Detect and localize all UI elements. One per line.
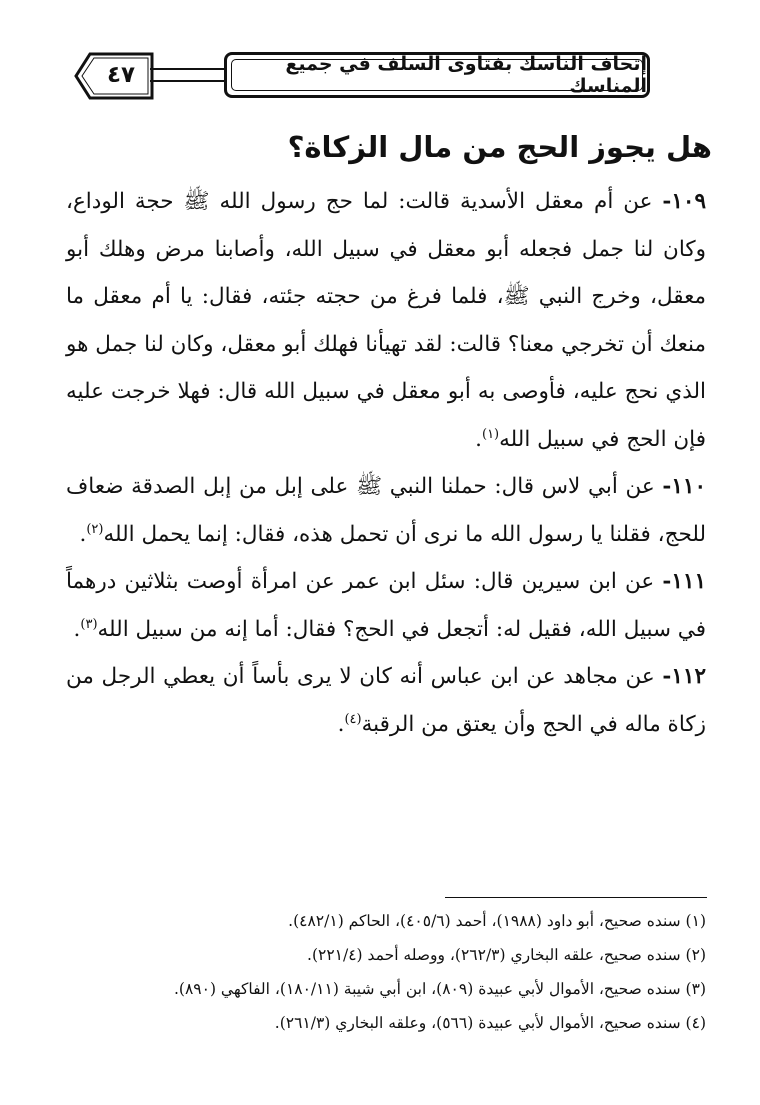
sentence-end: . bbox=[337, 711, 345, 737]
footnote-3: (٣) سنده صحيح، الأموال لأبي عبيدة (٨٠٩)، ابن أبي شيبة (١٨٠/١١)، الفاكهي (٨٩٠). bbox=[173, 980, 706, 998]
section-heading: هل يجوز الحج من مال الزكاة؟ bbox=[287, 130, 712, 164]
hadith-number: ١١٠- bbox=[662, 474, 706, 499]
header-connector-line bbox=[150, 80, 226, 82]
footnote-ref[interactable]: (٤) bbox=[344, 711, 362, 727]
hadith-text: عن ابن سيرين قال: سئل ابن عمر عن امرأة أوصت بثلاثين درهماً في سبيل الله، فقيل له: أتجعل في الحج؟ فقال: أما إنه من سبيل الله bbox=[66, 569, 706, 642]
main-content bbox=[66, 120, 712, 748]
footnote-1: (١) سنده صحيح، أبو داود (١٩٨٨)، أحمد (٤٠٥/٦)، الحاكم (٤٨٢/١). bbox=[288, 912, 706, 930]
sentence-end: . bbox=[79, 521, 87, 547]
hadith-paragraph-109 bbox=[66, 178, 706, 463]
hadith-number: ١٠٩- bbox=[662, 189, 706, 214]
hadith-paragraph-112 bbox=[66, 653, 706, 748]
footnote-2: (٢) سنده صحيح، علقه البخاري (٢٦٢/٣)، ووصله أحمد (٢٢١/٤). bbox=[307, 946, 706, 964]
footnotes bbox=[66, 904, 706, 1040]
hadith-text: عن أبي لاس قال: حملنا النبي ﷺ على إبل من إبل الصدقة ضعاف للحج، فقلنا يا رسول الله ما نرى أن تحمل هذه، فقال: إنما يحمل الله bbox=[66, 474, 706, 547]
footnote-ref[interactable]: (٢) bbox=[86, 521, 104, 537]
hadith-paragraph-110 bbox=[66, 463, 706, 558]
sentence-end: . bbox=[475, 426, 482, 452]
running-title: إتحاف الناسك بفتاوى السلف في جميع المناسك bbox=[285, 53, 647, 97]
page-header bbox=[72, 52, 654, 104]
hadith-number: ١١١- bbox=[662, 569, 706, 594]
page-number: ٤٧ bbox=[106, 62, 136, 88]
footnote-ref[interactable]: (١) bbox=[481, 426, 500, 442]
footnote-4: (٤) سنده صحيح، الأموال لأبي عبيدة (٥٦٦)، وعلقه البخاري (٢٦١/٣). bbox=[274, 1014, 706, 1032]
sentence-end: . bbox=[73, 616, 81, 642]
hadith-text: عن مجاهد عن ابن عباس أنه كان لا يرى بأساً أن يعطي الرجل من زكاة ماله في الحج وأن يعتق من الرقبة bbox=[66, 664, 706, 737]
footnote-ref[interactable]: (٣) bbox=[80, 616, 98, 632]
hadith-paragraph-111 bbox=[66, 558, 706, 653]
header-connector-line bbox=[150, 68, 226, 70]
footnote-separator bbox=[445, 897, 707, 898]
hadith-text: عن أم معقل الأسدية قالت: لما حج رسول الله ﷺ حجة الوداع، وكان لنا جمل فجعله أبو معقل في سبيل الله، وأصابنا مرض وهلك أبو معقل، وخرج النبي ﷺ، فلما فرغ من حجته جئته، فقال: يا أم معقل ما منعك أن تخرجي معنا؟ قالت: لقد تهيأنا فهلك أبو معقل، وكان لنا جمل هو الذي نحج عليه، فأوصى به أبو معقل في سبيل الله قال: فهلا خرجت عليه فإن الحج في سبيل الله bbox=[66, 189, 706, 452]
running-title-box bbox=[224, 52, 650, 98]
hadith-number: ١١٢- bbox=[662, 664, 706, 689]
